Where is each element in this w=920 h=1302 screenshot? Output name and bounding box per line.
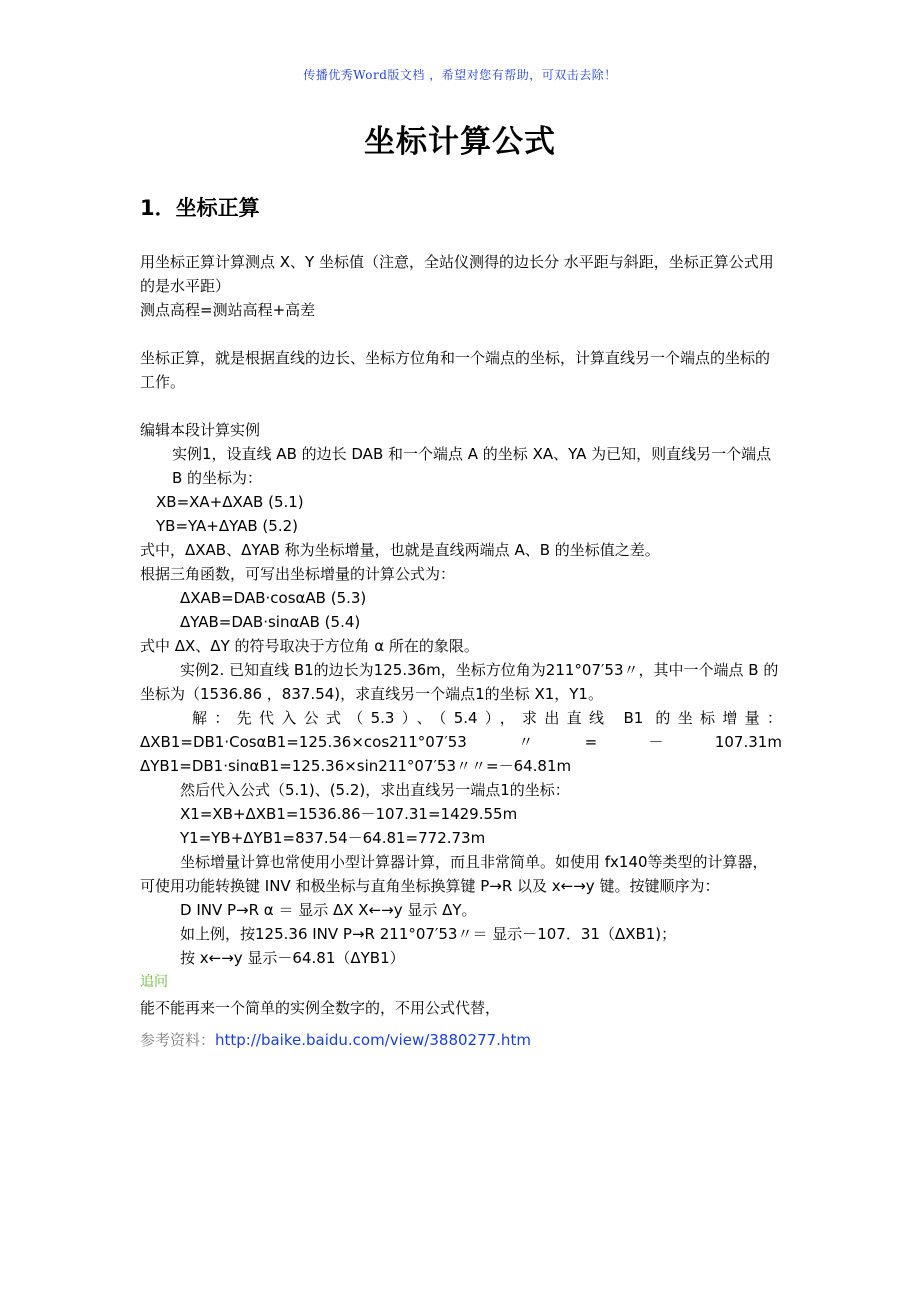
example-1: 实例1，设直线 AB 的边长 DAB 和一个端点 A 的坐标 XA、YA 为已知，则直线另一个端点 B 的坐标为： (172, 445, 772, 487)
dxb1-equals: = (584, 733, 598, 751)
example-keys-2: 按 x←→y 显示－64.81（ΔYB1） (180, 949, 405, 967)
dyb1-line: ΔYB1=DB1·sinαB1=125.36×sin211°07′53〃〃=－64.81m (140, 757, 572, 775)
followup-label: 追问 (140, 974, 168, 990)
paragraph-elevation: 测点高程=测站高程+高差 (140, 301, 316, 319)
example-2: 实例2. 已知直线 B1的边长为125.36m，坐标方位角为211°07′53〃，其中一个端点 B 的坐标为（1536.86 ，837.54)，求直线另一个端点1的坐标 X1，Y1。 (140, 661, 779, 703)
paragraph-definition: 坐标正算，就是根据直线的边长、坐标方位角和一个端点的坐标，计算直线另一个端点的坐标的工作。 (140, 349, 771, 391)
page-title: 坐标计算公式 (364, 124, 556, 160)
paragraph-intro: 用坐标正算计算测点 X、Y 坐标值（注意，全站仪测得的边长分 水平距与斜距，坐标正算公式用的是水平距） (140, 253, 774, 295)
section-heading: 1．坐标正算 (140, 196, 260, 220)
trig-intro: 根据三角函数，可写出坐标增量的计算公式为： (140, 565, 456, 583)
reference-link[interactable]: http://baike.baidu.com/view/3880277.htm (215, 1031, 531, 1049)
dxb1-mark: 〃 (518, 733, 534, 751)
example-keys: 如上例，按125.36 INV P→R 211°07′53〃＝ 显示－107．31（ΔXB1)； (180, 925, 677, 943)
dxb1-line (140, 730, 782, 754)
header-notice: 传播优秀Word版文档 ，希望对您有帮助，可双击去除！ (303, 68, 617, 82)
calculator-paragraph: 坐标增量计算也常使用小型计算器计算，而且非常简单。如使用 fx140等类型的计算器，可使用功能转换键 INV 和极坐标与直角坐标换算键 P→R 以及 x←→y 键。按键顺序为： (140, 853, 768, 895)
substitute-step: 然后代入公式（5.1)、(5.2)，求出直线另一端点1的坐标： (180, 781, 570, 799)
x1-result: X1=XB+ΔXB1=1536.86－107.31=1429.55m (180, 805, 518, 823)
increment-explanation: 式中，ΔXAB、ΔYAB 称为坐标增量，也就是直线两端点 A、B 的坐标值之差。 (140, 541, 660, 559)
followup-question: 能不能再来一个简单的实例全数字的，不用公式代替， (140, 999, 501, 1017)
document-body (140, 250, 782, 1052)
formula-5-2: YB=YA+ΔYAB (5.2) (156, 517, 298, 535)
formula-5-1: XB=XA+ΔXAB (5.1) (156, 493, 304, 511)
formula-5-4: ΔYAB=DAB·sinαAB (5.4) (180, 613, 361, 631)
dxb1-minus: － (648, 733, 664, 751)
reference-line (140, 1028, 782, 1052)
dxb1-expression: ΔXB1=DB1·CosαB1=125.36×cos211°07′53 (140, 733, 467, 751)
formula-5-3: ΔXAB=DAB·cosαAB (5.3) (180, 589, 367, 607)
key-sequence: D INV P→R α ＝ 显示 ΔX X←→y 显示 ΔY。 (180, 901, 477, 919)
sign-note: 式中 ΔX、ΔY 的符号取决于方位角 α 所在的象限。 (140, 637, 479, 655)
edit-section-link[interactable]: 编辑本段计算实例 (140, 421, 261, 439)
reference-label: 参考资料： (140, 1031, 216, 1049)
dxb1-value: 107.31m (714, 733, 782, 751)
solution-intro: 解：先代入公式（5.3）、（5.4），求出直线 B1 的坐标增量： (192, 709, 782, 727)
y1-result: Y1=YB+ΔYB1=837.54－64.81=772.73m (180, 829, 486, 847)
